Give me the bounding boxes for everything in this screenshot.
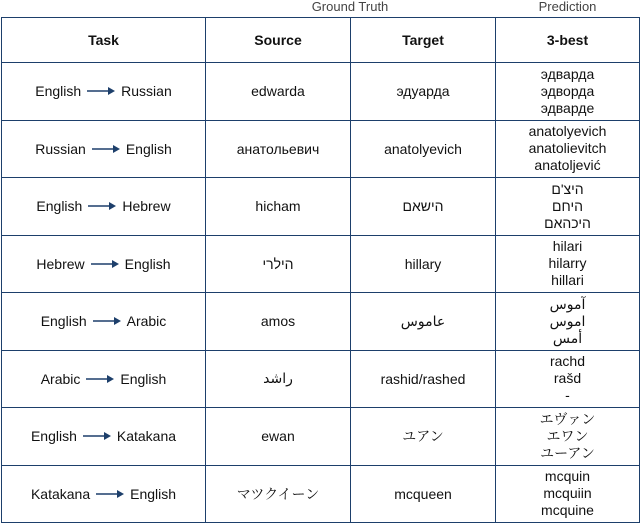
prediction-cell bbox=[496, 408, 640, 466]
table-body bbox=[2, 63, 640, 523]
task-to-language: English bbox=[130, 485, 177, 502]
table-row bbox=[2, 465, 640, 523]
target-cell: הישאם bbox=[351, 178, 496, 236]
task-pair bbox=[41, 313, 167, 329]
task-pair bbox=[31, 486, 176, 502]
table-row bbox=[2, 293, 640, 351]
prediction-candidate: エワン bbox=[546, 427, 589, 444]
task-cell bbox=[2, 235, 206, 293]
task-from-language: Arabic bbox=[40, 370, 81, 387]
source-cell: hicham bbox=[206, 178, 351, 236]
prediction-candidate: - bbox=[565, 387, 570, 404]
prediction-candidate: anatolievitch bbox=[528, 140, 607, 157]
source-cell: راشد bbox=[206, 350, 351, 408]
task-pair bbox=[35, 83, 172, 99]
source-cell: анатольевич bbox=[206, 120, 351, 178]
task-cell bbox=[2, 120, 206, 178]
source-cell: amos bbox=[206, 293, 351, 351]
table-row bbox=[2, 178, 640, 236]
right-arrow-icon bbox=[93, 316, 121, 326]
task-cell bbox=[2, 63, 206, 121]
task-pair bbox=[31, 428, 176, 444]
prediction-candidate: エヴァン bbox=[539, 410, 596, 427]
task-to-language: Russian bbox=[121, 83, 172, 100]
column-header-source: Source bbox=[206, 18, 351, 63]
table-row bbox=[2, 408, 640, 466]
task-cell bbox=[2, 293, 206, 351]
source-cell: הילרי bbox=[206, 235, 351, 293]
prediction-candidate: היחם bbox=[552, 197, 583, 214]
prediction-cell bbox=[496, 63, 640, 121]
prediction-candidate: mcquine bbox=[541, 502, 594, 519]
task-to-language: Arabic bbox=[126, 313, 167, 330]
task-from-language: Russian bbox=[35, 140, 86, 157]
prediction-cell bbox=[496, 293, 640, 351]
prediction-candidate: эдварде bbox=[540, 99, 595, 116]
right-arrow-icon bbox=[91, 259, 119, 269]
source-cell: ewan bbox=[206, 408, 351, 466]
right-arrow-icon bbox=[88, 201, 116, 211]
prediction-candidate: rašd bbox=[553, 370, 582, 387]
prediction-candidate: эдворда bbox=[540, 82, 595, 99]
task-to-language: Katakana bbox=[116, 428, 177, 445]
task-to-language: English bbox=[124, 255, 171, 272]
target-cell: эдуарда bbox=[351, 63, 496, 121]
task-pair bbox=[36, 198, 170, 214]
task-cell bbox=[2, 178, 206, 236]
table-row bbox=[2, 350, 640, 408]
prediction-candidate: rachd bbox=[549, 353, 586, 370]
task-to-language: Hebrew bbox=[122, 198, 171, 215]
source-cell: edwarda bbox=[206, 63, 351, 121]
task-to-language: English bbox=[125, 140, 172, 157]
prediction-candidate: آموس bbox=[549, 295, 586, 312]
table-row bbox=[2, 63, 640, 121]
prediction-label: Prediction bbox=[538, 0, 597, 14]
task-to-language: English bbox=[120, 370, 167, 387]
target-cell: anatolyevich bbox=[351, 120, 496, 178]
task-from-language: English bbox=[36, 198, 83, 215]
column-header-task: Task bbox=[2, 18, 206, 63]
prediction-candidate: أمس bbox=[552, 329, 583, 346]
prediction-cell bbox=[496, 120, 640, 178]
prediction-cell bbox=[496, 235, 640, 293]
prediction-candidate: היצ'ם bbox=[551, 180, 584, 197]
task-from-language: English bbox=[30, 428, 77, 445]
target-cell: rashid/rashed bbox=[351, 350, 496, 408]
right-arrow-icon bbox=[86, 374, 114, 384]
right-arrow-icon bbox=[92, 144, 120, 154]
task-pair bbox=[35, 141, 172, 157]
task-pair bbox=[36, 256, 170, 272]
right-arrow-icon bbox=[83, 431, 111, 441]
prediction-cell bbox=[496, 178, 640, 236]
prediction-cell bbox=[496, 465, 640, 523]
table-header-row bbox=[2, 18, 640, 63]
task-cell bbox=[2, 350, 206, 408]
prediction-candidate: anatoljević bbox=[534, 157, 601, 174]
prediction-candidate: hillari bbox=[551, 272, 584, 289]
task-from-language: English bbox=[40, 313, 87, 330]
column-header-3-best: 3-best bbox=[496, 18, 640, 63]
target-cell: ユアン bbox=[351, 408, 496, 466]
prediction-cell bbox=[496, 350, 640, 408]
target-cell: عاموس bbox=[351, 293, 496, 351]
task-pair bbox=[41, 371, 167, 387]
prediction-candidate: mcquiin bbox=[543, 485, 592, 502]
target-cell: mcqueen bbox=[351, 465, 496, 523]
task-from-language: Hebrew bbox=[36, 255, 85, 272]
task-cell bbox=[2, 408, 206, 466]
right-arrow-icon bbox=[87, 86, 115, 96]
prediction-candidate: ユーアン bbox=[540, 444, 595, 461]
table-row bbox=[2, 235, 640, 293]
task-from-language: English bbox=[35, 83, 82, 100]
prediction-candidate: hilari bbox=[552, 238, 583, 255]
prediction-candidate: اموس bbox=[549, 312, 586, 329]
task-from-language: Katakana bbox=[30, 485, 91, 502]
column-header-target: Target bbox=[351, 18, 496, 63]
prediction-candidate: hilarry bbox=[548, 255, 587, 272]
source-cell: マツクイーン bbox=[206, 465, 351, 523]
prediction-candidate: mcquin bbox=[544, 468, 591, 485]
prediction-candidate: anatolyevich bbox=[528, 123, 607, 140]
task-cell bbox=[2, 465, 206, 523]
prediction-candidate: היכהאם bbox=[544, 214, 591, 231]
ground-truth-label: Ground Truth bbox=[311, 0, 389, 14]
table-row bbox=[2, 120, 640, 178]
prediction-candidate: эдварда bbox=[540, 65, 595, 82]
transliteration-table bbox=[1, 17, 640, 523]
right-arrow-icon bbox=[96, 489, 124, 499]
target-cell: hillary bbox=[351, 235, 496, 293]
